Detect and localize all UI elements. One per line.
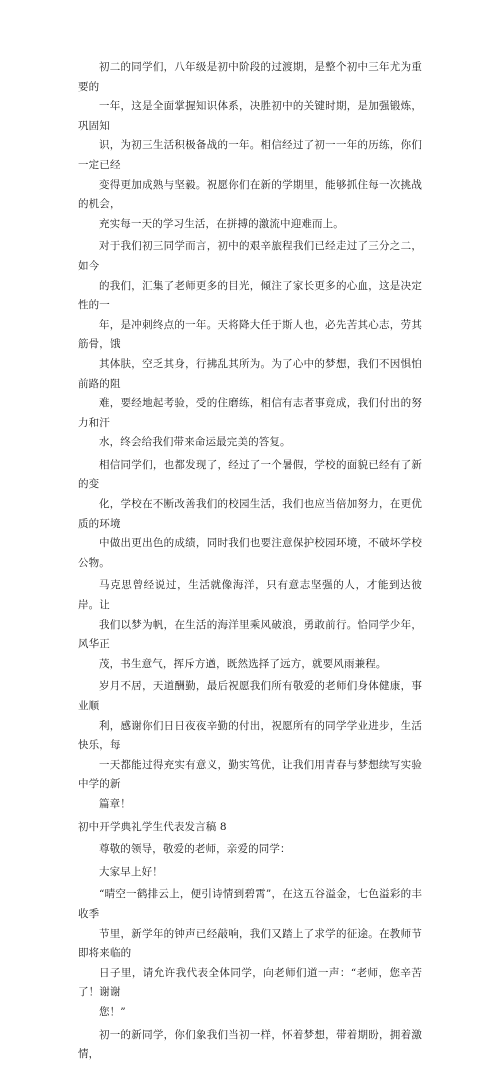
text-line: 我们以梦为帆，在生活的海洋里乘风破浪，勇敢前行。恰同学少年，风华正: [78, 618, 422, 651]
section-title-text: 初中开学典礼学生代表发言稿 8: [78, 820, 227, 833]
text-line: 一天都能过得充实有意义，勤实笃优，让我们用青春与梦想续写实验中学的新: [78, 758, 422, 791]
text-line: 岁月不居，天道酬勤，最后祝愿我们所有敬爱的老师们身体健康，事业顺: [78, 680, 422, 712]
paragraph-grade-two: [78, 58, 422, 234]
text-line: 化，学校在不断改善我们的校园生活，我们也应当倍加努力，在更优质的环境: [78, 498, 422, 530]
text-line: 日子里，请允许我代表全体同学，向老师们道一声：“老师，您辛苦了！谢谢: [78, 966, 422, 999]
document-body: [78, 58, 422, 1065]
text-line: “晴空一鹤排云上，便引诗情到碧霄”，在这五谷溢金，七色溢彩的丰收季: [78, 888, 422, 920]
text-line: 年，是冲刺终点的一年。天将降大任于斯人也，必先苦其心志，劳其筋骨，饿: [78, 318, 422, 351]
text-line: 中做出更出色的成绩，同时我们也要注意保护校园环境，不破坏学校公物。: [78, 537, 422, 569]
text-line: 相信同学们，也都发现了，经过了一个暑假，学校的面貌已经有了新的变: [78, 458, 422, 491]
paragraph-campus-changes: [78, 456, 422, 574]
section-title: [78, 818, 422, 838]
text-line: 初二的同学们，八年级是初中阶段的过渡期，是整个初中三年尤为重要的: [78, 61, 422, 93]
text-line: 初一的新同学，你们象我们当初一样，怀着梦想，带着期盼，拥着激情，: [78, 1028, 422, 1061]
paragraph-salutation: [78, 840, 422, 860]
paragraph-marx-quote: [78, 576, 422, 674]
text-line: 难，要经地起考验，受的住磨练，相信有志者事竟成，我们付出的努力和汗: [78, 397, 422, 429]
text-line: 篇章！: [99, 797, 131, 810]
text-line: 马克思曾经说过，生活就像海洋，只有意志坚强的人，才能到达彼岸。让: [78, 579, 422, 612]
paragraph-closing-wishes: [78, 677, 422, 814]
text-line: 识，为初三生活积极备战的一年。相信经过了初一一年的历练，你们一定已经: [78, 139, 422, 171]
paragraph-greeting: [78, 863, 422, 883]
paragraph-opening-poem: [78, 885, 422, 1022]
text-line: 一年，这是全面掌握知识体系，决胜初中的关键时期，是加强锻炼，巩固知: [78, 100, 422, 132]
paragraph-grade-three: [78, 237, 422, 453]
text-line: 水，终会给我们带来命运最完美的答复。: [99, 436, 291, 449]
paragraph-new-students: [78, 1026, 422, 1065]
text-line: 尊敬的领导，敬爱的老师，亲爱的同学：: [99, 843, 291, 856]
text-line: 对于我们初三同学而言，初中的艰辛旅程我们已经走过了三分之二，如今: [78, 240, 422, 272]
text-line: 利，感谢你们日日夜夜辛勤的付出，祝愿所有的同学学业进步，生活快乐，每: [78, 719, 422, 752]
text-line: 节里，新学年的钟声已经敲响，我们又踏上了求学的征途。在教师节即将来临的: [78, 927, 422, 960]
text-line: 充实每一天的学习生活，在拼搏的激流中迎难而上。: [99, 217, 344, 230]
text-line: 变得更加成熟与坚毅。祝愿你们在新的学期里，能够抓住每一次挑战的机会，: [78, 178, 422, 211]
text-line: 的我们，汇集了老师更多的目光，倾注了家长更多的心血，这是决定性的一: [78, 279, 422, 312]
text-line: 大家早上好！: [99, 865, 163, 878]
text-line: 其体肤，空乏其身，行拂乱其所为。为了心中的梦想，我们不因惧怕前路的阻: [78, 357, 422, 390]
text-line: 您！”: [99, 1005, 126, 1018]
text-line: 茂，书生意气，挥斥方遒，既然选择了远方，就要风雨兼程。: [99, 657, 387, 670]
